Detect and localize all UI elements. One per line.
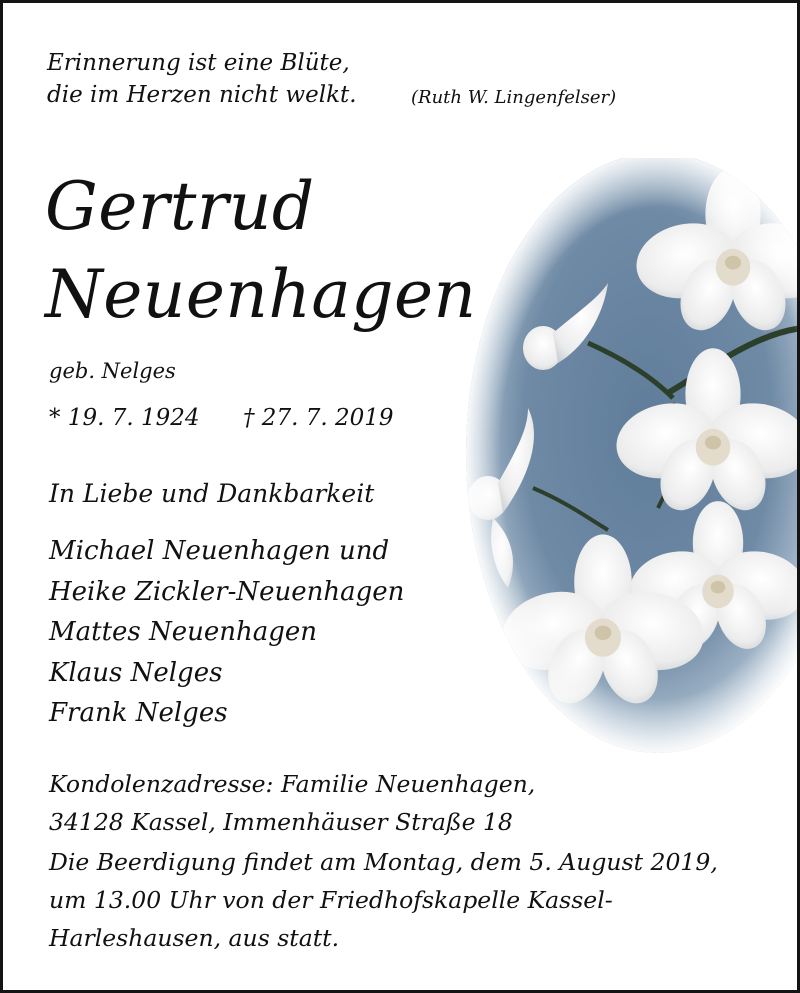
funeral-announcement [49,843,718,957]
mourners-list [49,531,404,734]
orchid-photo [458,158,800,758]
deceased-first-name: Gertrud [45,168,315,245]
condolence-address [49,765,535,841]
address-line-2: 34128 Kassel, Immenhäuser Straße 18 [49,808,513,836]
birth-name: geb. Nelges [49,359,176,383]
birth-date: * 19. 7. 1924 [49,405,200,431]
mourner-name: Mattes Neuenhagen [49,617,318,647]
mourner-name: Michael Neuenhagen und [49,536,390,566]
mourner-name: Heike Zickler-Neuenhagen [49,576,405,607]
death-date: † 27. 7. 2019 [243,405,394,431]
mourner-name: Frank Nelges [49,698,228,728]
quote-line-1: Erinnerung ist eine Blüte, [47,50,350,76]
deceased-last-name: Neuenhagen [45,256,477,333]
memorial-quote [47,47,357,111]
funeral-line-1: Die Beerdigung findet am Montag, dem 5. August 2019, [49,848,718,876]
funeral-line-3: Harleshausen, aus statt. [49,924,340,952]
life-dates [49,405,394,431]
quote-author: (Ruth W. Lingenfelser) [411,87,617,108]
dedication-line: In Liebe und Dankbarkeit [49,479,375,508]
funeral-line-2: um 13.00 Uhr von der Friedhofskapelle Kassel- [49,886,613,914]
address-line-1: Kondolenzadresse: Familie Neuenhagen, [49,770,536,798]
quote-line-2: die im Herzen nicht welkt. [47,82,357,108]
mourner-name: Klaus Nelges [49,657,223,688]
